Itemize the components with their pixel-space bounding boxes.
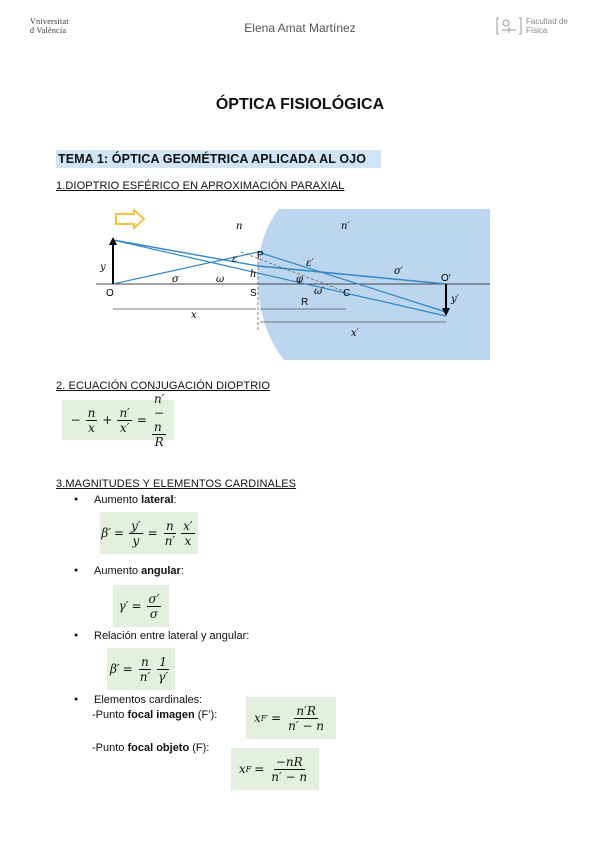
label-omega-prime: ω′ (314, 286, 325, 297)
label-sigma-prime: σ′ (394, 266, 404, 277)
label-y: y (100, 262, 106, 273)
label-epsilon-prime: ε′ (306, 258, 314, 269)
label-h: h (250, 269, 257, 280)
faculty-line-1: Facultad de (526, 17, 568, 26)
label-o: O (106, 288, 114, 299)
author-name: Elena Amat Martínez (244, 21, 356, 35)
label-x: x (191, 310, 197, 321)
label-epsilon: ε (232, 254, 238, 265)
focal-object-formula: x F = $\frac{-nR}{n' - n}$ (231, 748, 319, 790)
section-1-heading: 1.DIOPTRIO ESFÉRICO EN APROXIMACIÓN PARAXIAL (56, 180, 345, 192)
label-p: P (257, 250, 264, 261)
label-r: R (301, 297, 309, 308)
label-n: n (236, 221, 243, 232)
focal-image-label: -Punto focal imagen (F’): (92, 709, 218, 721)
label-s: S (250, 288, 257, 299)
angular-formula: γ′ = $\frac{\sigma'}{\sigma}$ (113, 585, 169, 627)
faculty-emblem-icon (496, 16, 522, 36)
bullet-angular: ● Aumento angular: (94, 565, 184, 577)
label-x-prime: x′ (351, 328, 359, 339)
relation-formula: β′ = $\frac{n}{n'}$ $\frac{1}{\gamma'}$ (107, 648, 175, 690)
label-n-prime: n′ (341, 221, 350, 232)
faculty-line-2: Física (526, 26, 548, 35)
label-sigma: σ (172, 274, 179, 285)
faculty-logo (496, 16, 568, 36)
label-phi: φ (296, 274, 304, 285)
bullet-cardinal: ● Elementos cardinales: (94, 694, 202, 706)
label-y-prime: y′ (451, 294, 459, 305)
university-line-1: Vniversitat (30, 17, 69, 26)
refraction-diagram (96, 204, 490, 362)
label-c: C (343, 288, 351, 299)
topic-heading: TEMA 1: ÓPTICA GEOMÉTRICA APLICADA AL OJO (56, 150, 381, 168)
light-direction-arrow (116, 210, 144, 228)
bullet-lateral: ● Aumento lateral: (94, 494, 177, 506)
label-o-prime: O′ (441, 273, 451, 284)
university-line-2: d València (30, 26, 67, 35)
section-2-heading: 2. ECUACIÓN CONJUGACIÓN DIOPTRIO (56, 380, 271, 392)
focal-object-label: -Punto focal objeto (F): (92, 742, 210, 754)
label-omega: ω (216, 274, 225, 285)
bullet-relation: ● Relación entre lateral y angular: (94, 630, 249, 642)
section-3-heading: 3.MAGNITUDES Y ELEMENTOS CARDINALES (56, 478, 297, 490)
focal-image-formula: x F′ = $\frac{n'R}{n' - n}$ (246, 697, 336, 739)
page-title: ÓPTICA FISIOLÓGICA (215, 96, 385, 113)
lateral-formula: β′ = $\frac{y'}{y}$ = $\frac{n}{n'}$ $\frac{x'}{x}$ (100, 512, 198, 554)
conjugation-formula: − $\frac{n}{x}$ + $\frac{n'}{x'}$ = $\frac{n' - n}{R}$ (62, 400, 174, 440)
